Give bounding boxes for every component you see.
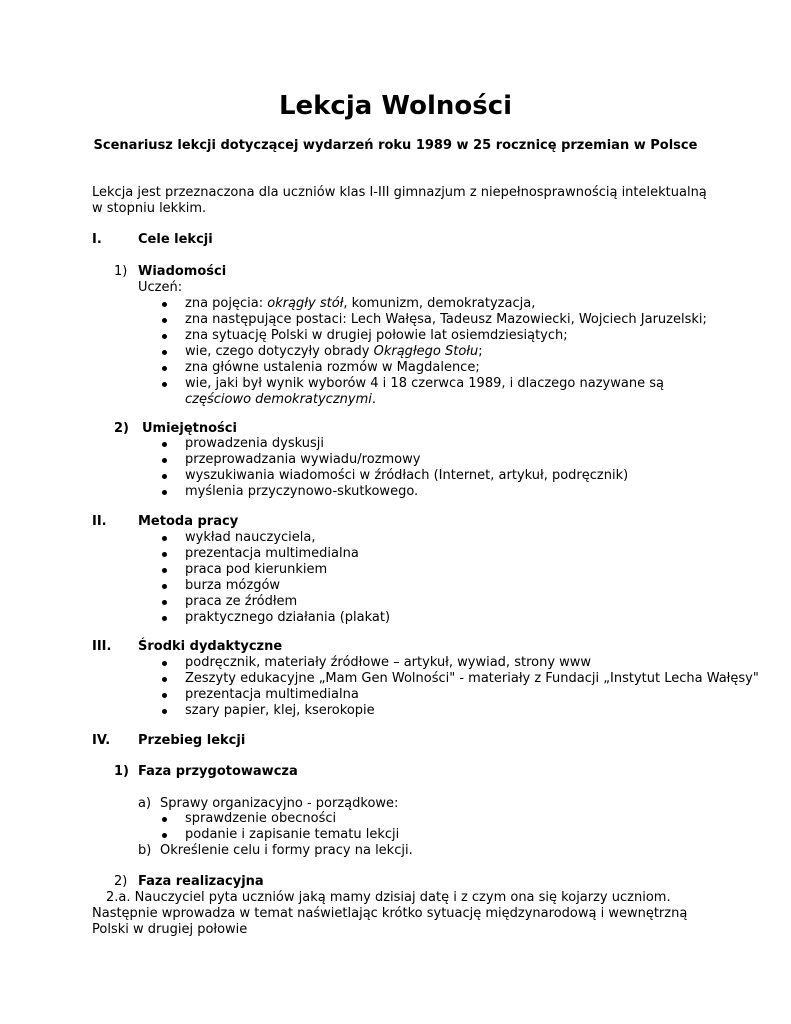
- section-1-title: Cele lekcji: [138, 232, 213, 247]
- list-item: zna sytuację Polski w drugiej połowie lat osiemdziesiątych;: [160, 328, 700, 344]
- list-item: prezentacja multimedialna: [160, 687, 700, 703]
- subsection-1-2-number: 2): [114, 421, 129, 436]
- list-item: podanie i zapisanie tematu lekcji: [160, 827, 700, 843]
- list-item: wie, jaki był wynik wyborów 4 i 18 czerwca 1989, i dlaczego nazywane są częściowo demokratycznymi.: [160, 376, 700, 408]
- subsection-4-1-number: 1): [114, 764, 129, 779]
- list-item: praca ze źródłem: [160, 594, 700, 610]
- organizational-list: [160, 811, 700, 843]
- subsection-1-1-title: Wiadomości: [138, 264, 227, 279]
- resources-list: [160, 655, 759, 719]
- skills-list: [160, 436, 700, 500]
- subsection-1-2-title: Umiejętności: [142, 421, 237, 436]
- step-a-text: Sprawy organizacyjno - porządkowe:: [160, 796, 399, 811]
- subsection-4-1-title: Faza przygotowawcza: [138, 764, 298, 779]
- step-a-label: a): [138, 796, 152, 811]
- step-b-text: Określenie celu i formy pracy na lekcji.: [160, 843, 413, 858]
- section-3-number: III.: [92, 639, 112, 654]
- list-item: praktycznego działania (plakat): [160, 610, 700, 626]
- subsection-4-2-title: Faza realizacyjna: [138, 874, 264, 889]
- subsection-1-1-lead: Uczeń:: [138, 280, 183, 295]
- list-item: zna główne ustalenia rozmów w Magdalence;: [160, 360, 700, 376]
- document-title: Lekcja Wolności: [278, 91, 513, 121]
- list-item: burza mózgów: [160, 578, 700, 594]
- list-item: Zeszyty edukacyjne „Mam Gen Wolności" - materiały z Fundacji „Instytut Lecha Wałęsy": [160, 671, 700, 687]
- subsection-1-1-number: 1): [114, 264, 128, 279]
- section-2-number: II.: [92, 514, 107, 529]
- list-item: zna następujące postaci: Lech Wałęsa, Tadeusz Mazowiecki, Wojciech Jaruzelski;: [160, 312, 700, 328]
- method-list: [160, 530, 700, 626]
- list-item: podręcznik, materiały źródłowe – artykuł, wywiad, strony www: [160, 655, 700, 671]
- document-subtitle: Scenariusz lekcji dotyczącej wydarzeń roku 1989 w 25 rocznicę przemian w Polsce: [93, 138, 698, 153]
- list-item: przeprowadzania wywiadu/rozmowy: [160, 452, 700, 468]
- list-item: prowadzenia dyskusji: [160, 436, 700, 452]
- section-3-title: Środki dydaktyczne: [138, 639, 283, 654]
- list-item: wyszukiwania wiadomości w źródłach (Internet, artykuł, podręcznik): [160, 468, 700, 484]
- list-item: zna pojęcia: okrągły stół, komunizm, demokratyzacja,: [160, 296, 700, 312]
- list-item: szary papier, klej, kserokopie: [160, 703, 700, 719]
- section-2-title: Metoda pracy: [138, 514, 239, 529]
- realization-paragraph: 2.a. Nauczyciel pyta uczniów jaką mamy dzisiaj datę i z czym ona się kojarzy uczniom. Następnie wprowadza w temat naświetlając krótko sytuację międzynarodową i wewnętrzną Polski w drugiej połowie: [92, 890, 688, 937]
- section-4-title: Przebieg lekcji: [138, 733, 246, 748]
- list-item: praca pod kierunkiem: [160, 562, 700, 578]
- list-item: prezentacja multimedialna: [160, 546, 700, 562]
- list-item: myślenia przyczynowo-skutkowego.: [160, 484, 700, 500]
- list-item: wykład nauczyciela,: [160, 530, 700, 546]
- list-item: wie, czego dotyczyły obrady Okrągłego Stołu;: [160, 344, 700, 360]
- section-4-number: IV.: [92, 733, 111, 748]
- intro-paragraph: Lekcja jest przeznaczona dla uczniów klas I-III gimnazjum z niepełnosprawnością intelektualną w stopniu lekkim.: [92, 185, 707, 216]
- section-1-number: I.: [92, 232, 102, 247]
- knowledge-list: [160, 296, 707, 408]
- subsection-4-2-number: 2): [114, 874, 128, 889]
- step-b-label: b): [138, 843, 152, 858]
- list-item: sprawdzenie obecności: [160, 811, 700, 827]
